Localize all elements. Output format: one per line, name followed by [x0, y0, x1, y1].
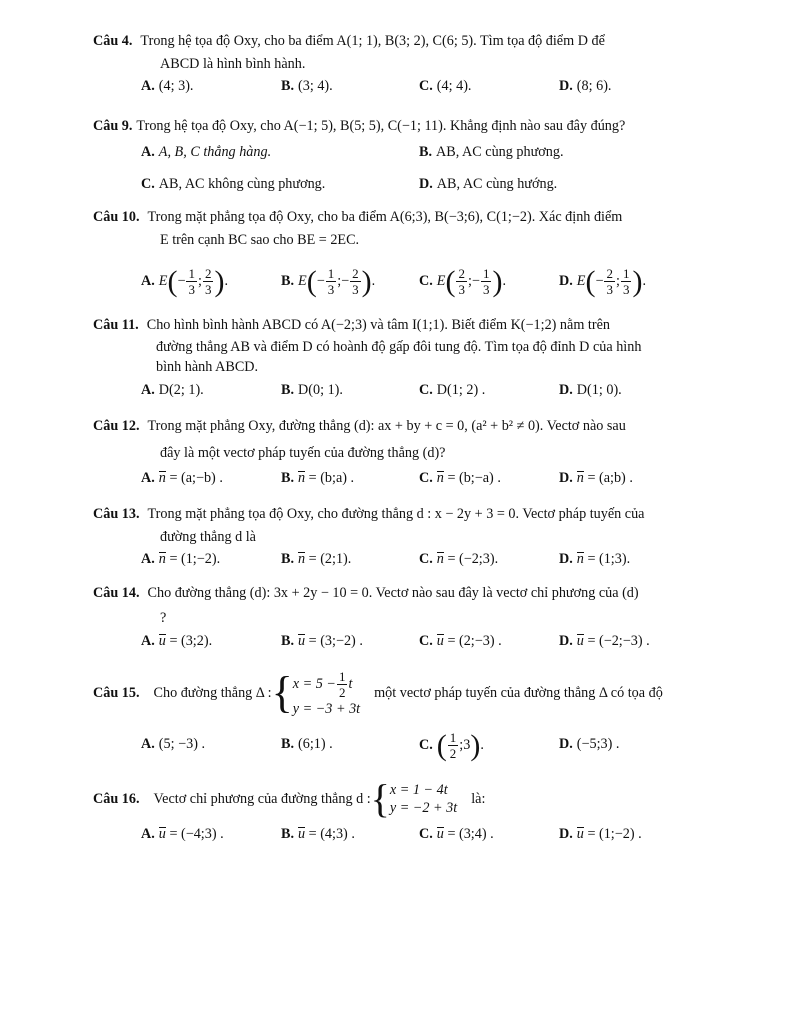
option-a[interactable]: A. (5; −3) . — [141, 736, 206, 752]
option-a[interactable]: A. E ( − $\frac{1}{3}$ ; $\frac{2}{3}$ ) . — [141, 264, 228, 298]
option-c[interactable]: C. n = (−2;3). — [419, 551, 499, 567]
question-text: Cho đường thẳng (d): 3x + 2y − 10 = 0. Vectơ nào sau đây là vectơ chỉ phương của (d) — [147, 585, 639, 601]
option-d[interactable]: D. (−5;3) . — [559, 736, 620, 752]
answer-options — [93, 633, 703, 659]
option-b[interactable]: B. u = (4;3) . — [281, 826, 355, 842]
option-c[interactable]: C. u = (2;−3) . — [419, 633, 502, 649]
answer-options — [93, 78, 703, 104]
question-text-cont: một vectơ pháp tuyến của đường thẳng Δ có tọa độ — [374, 684, 663, 701]
answer-options — [93, 144, 703, 170]
question-text: Trong hệ tọa độ Oxy, cho A(−1; 5), B(5; 5), C(−1; 11). Khẳng định nào sau đây đúng? — [136, 118, 626, 134]
option-d[interactable]: D. (8; 6). — [559, 78, 612, 94]
answer-options — [93, 176, 703, 202]
option-c[interactable]: C. D(1; 2) . — [419, 382, 486, 398]
option-a[interactable]: A. D(2; 1). — [141, 382, 204, 398]
question-13 — [93, 503, 703, 577]
question-number: Câu 15. — [93, 684, 140, 701]
option-d[interactable]: D. n = (a;b) . — [559, 470, 633, 486]
question-11 — [93, 314, 703, 408]
option-d[interactable]: D. u = (−2;−3) . — [559, 633, 650, 649]
question-text-cont: đường thẳng AB và điểm D có hoành độ gấp đôi tung độ. Tìm tọa độ đỉnh D của hình — [156, 339, 642, 355]
option-b[interactable]: B. n = (b;a) . — [281, 470, 355, 486]
question-text: Trong hệ tọa độ Oxy, cho ba điểm A(1; 1), B(3; 2), C(6; 5). Tìm tọa độ điểm D để — [140, 33, 605, 49]
answer-options — [93, 382, 703, 408]
question-12 — [93, 415, 703, 496]
answer-options — [93, 470, 703, 496]
question-text: Trong mặt phẳng tọa độ Oxy, cho ba điểm A(6;3), B(−3;6), C(1;−2). Xác định điểm — [147, 209, 623, 225]
question-text: Trong mặt phẳng tọa độ Oxy, cho đường thẳng d : x − 2y + 3 = 0. Vectơ pháp tuyến của — [147, 506, 645, 522]
question-text-cont: đây là một vectơ pháp tuyến của đường thẳng (d)? — [160, 445, 446, 461]
option-b[interactable]: B. n = (2;1). — [281, 551, 352, 567]
option-b[interactable]: B. u = (3;−2) . — [281, 633, 363, 649]
option-c[interactable]: C. ( $\frac{1}{2}$ ;3 ) . — [419, 728, 484, 762]
answer-options — [93, 260, 703, 304]
question-text: Cho đường thẳng Δ : — [153, 684, 272, 701]
question-text: Cho hình bình hành ABCD có A(−2;3) và tâm I(1;1). Biết điểm K(−1;2) nằm trên — [146, 317, 610, 333]
question-number: Câu 13. — [93, 506, 140, 522]
question-text-cont: ABCD là hình bình hành. — [160, 56, 306, 72]
option-d[interactable]: D. u = (1;−2) . — [559, 826, 642, 842]
question-15: Câu 15. Cho đường thẳng Δ : { x = 5 − $\frac{1}{2}$ t y = −3 + 3t một vectơ pháp tuyến của đường thẳng Δ có tọa độ A. (5; −3) . B. (6;1) . C. ( $\frac{1}{2}$ ;3 ) . D. (−5;3) . — [93, 664, 703, 766]
question-text-cont: đường thẳng d là — [160, 529, 256, 545]
question-text: Trong mặt phẳng Oxy, đường thẳng (d): ax + by + c = 0, (a² + b² ≠ 0). Vectơ nào sau — [147, 418, 626, 434]
option-b[interactable]: B. AB, AC cùng phương. — [419, 144, 564, 160]
question-9 — [93, 115, 703, 202]
answer-options — [93, 826, 703, 852]
option-b[interactable]: B. (3; 4). — [281, 78, 333, 94]
question-4 — [93, 30, 703, 104]
option-c[interactable]: C. n = (b;−a) . — [419, 470, 501, 486]
option-b[interactable]: B. (6;1) . — [281, 736, 333, 752]
option-b[interactable]: B. D(0; 1). — [281, 382, 343, 398]
question-text: Vectơ chỉ phương của đường thẳng d : — [153, 790, 371, 807]
option-c[interactable]: C. E ( $\frac{2}{3}$ ; − $\frac{1}{3}$ ) . — [419, 264, 506, 298]
question-text-cont: là: — [471, 790, 486, 807]
question-number: Câu 4. — [93, 33, 133, 49]
option-d[interactable]: D. n = (1;3). — [559, 551, 631, 567]
line-equation-system: x = 1 − 4t y = −2 + 3t — [389, 782, 458, 816]
option-b[interactable]: B. E ( − $\frac{1}{3}$ ; − $\frac{2}{3}$ ) . — [281, 264, 376, 298]
option-c[interactable]: C. u = (3;4) . — [419, 826, 494, 842]
option-a[interactable]: A. A, B, C thẳng hàng. — [141, 144, 272, 160]
question-text-cont: bình hành ABCD. — [156, 359, 259, 375]
question-10 — [93, 206, 703, 304]
option-d[interactable]: D. AB, AC cùng hướng. — [419, 176, 558, 192]
option-a[interactable]: A. (4; 3). — [141, 78, 194, 94]
option-c[interactable]: C. (4; 4). — [419, 78, 472, 94]
option-a[interactable]: A. n = (1;−2). — [141, 551, 221, 567]
question-16: Câu 16. Vectơ chỉ phương của đường thẳng d : { x = 1 − 4t y = −2 + 3t là: A. u = (−4;3) . B. u = (4;3) . C. u = (3;4) . D. u = (1;−2) . — [93, 776, 703, 852]
question-number: Câu 14. — [93, 585, 140, 601]
option-a[interactable]: A. n = (a;−b) . — [141, 470, 223, 486]
answer-options — [93, 728, 703, 766]
question-text-cont: ? — [160, 610, 167, 626]
question-number: Câu 9. — [93, 118, 133, 134]
option-d[interactable]: D. E ( − $\frac{2}{3}$ ; $\frac{1}{3}$ ) . — [559, 264, 646, 298]
answer-options — [93, 551, 703, 577]
question-14 — [93, 582, 703, 659]
option-a[interactable]: A. u = (−4;3) . — [141, 826, 224, 842]
option-a[interactable]: A. u = (3;2). — [141, 633, 213, 649]
question-number: Câu 11. — [93, 317, 139, 333]
question-number: Câu 16. — [93, 790, 140, 807]
option-c[interactable]: C. AB, AC không cùng phương. — [141, 176, 326, 192]
question-number: Câu 10. — [93, 209, 140, 225]
option-d[interactable]: D. D(1; 0). — [559, 382, 622, 398]
line-equation-system: x = 5 − $\frac{1}{2}$ t y = −3 + 3t — [292, 668, 361, 717]
question-number: Câu 12. — [93, 418, 140, 434]
question-text-cont: E trên cạnh BC sao cho BE = 2EC. — [160, 232, 360, 248]
